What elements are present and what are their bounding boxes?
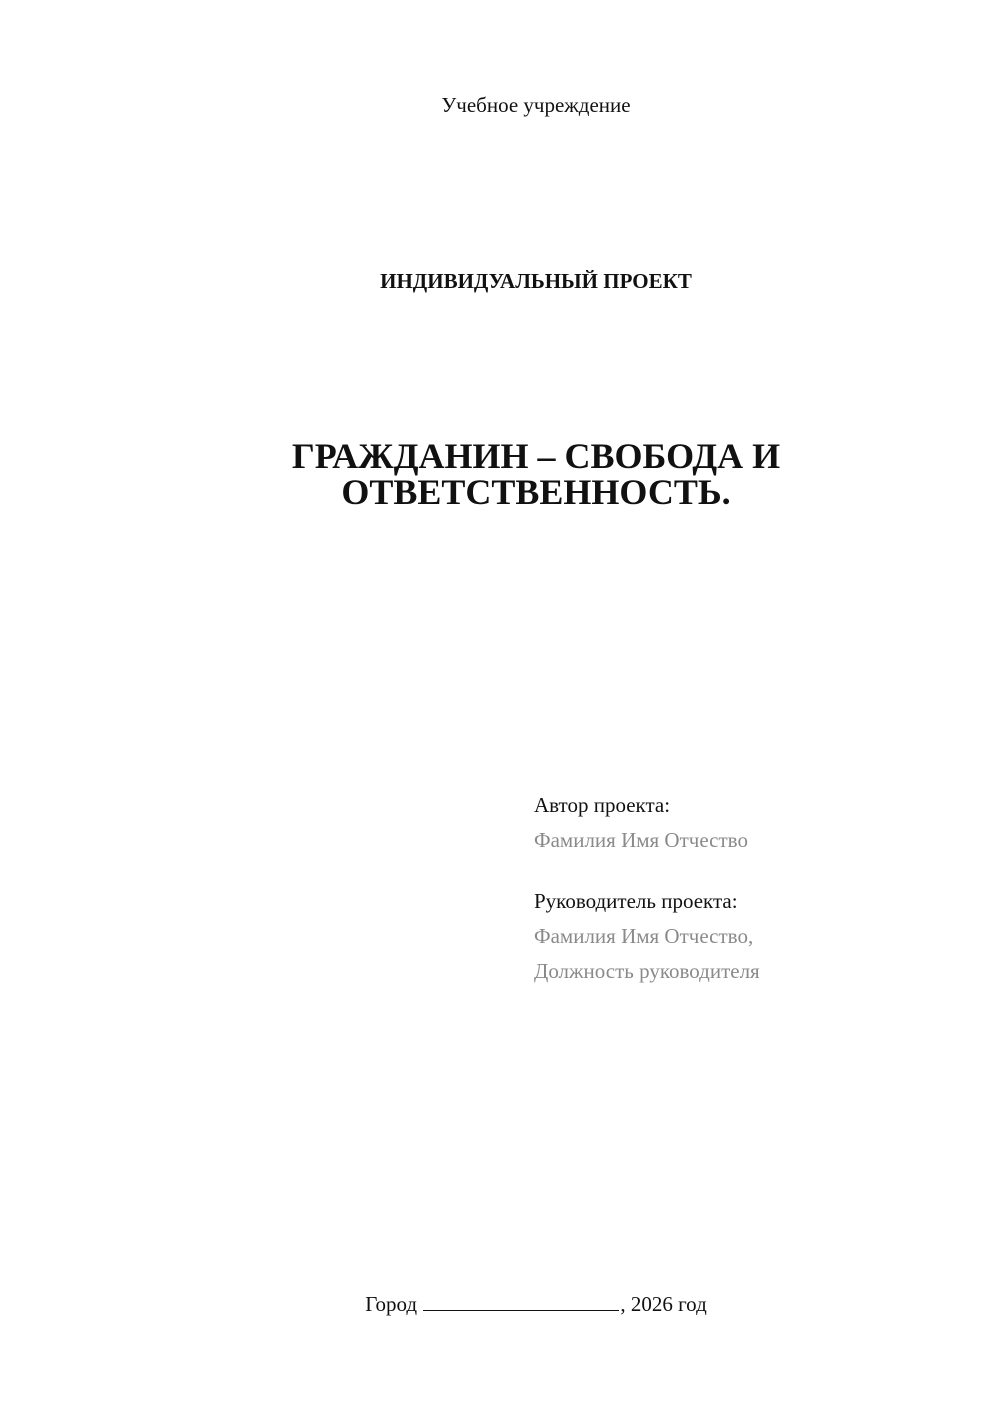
institution-name: Учебное учреждение — [441, 93, 631, 117]
supervisor-position: Должность руководителя — [534, 959, 760, 983]
project-title-line-2: ОТВЕТСТВЕННОСТЬ. — [341, 472, 731, 512]
project-title-line-1: ГРАЖДАНИН – СВОБОДА И — [291, 436, 781, 476]
project-type-heading: ИНДИВИДУАЛЬНЫЙ ПРОЕКТ — [380, 269, 692, 293]
project-title — [0, 438, 1000, 510]
city-blank-line — [423, 1290, 619, 1311]
supervisor-name: Фамилия Имя Отчество, — [534, 924, 754, 948]
project-credits — [534, 788, 974, 989]
city-year-footer — [0, 1290, 1000, 1318]
credits-spacer — [534, 858, 974, 884]
footer-year: , 2026 год — [620, 1292, 707, 1316]
city-label: Город — [365, 1292, 418, 1316]
author-name: Фамилия Имя Отчество — [534, 828, 748, 852]
author-label: Автор проекта: — [534, 793, 671, 817]
supervisor-label: Руководитель проекта: — [534, 889, 738, 913]
